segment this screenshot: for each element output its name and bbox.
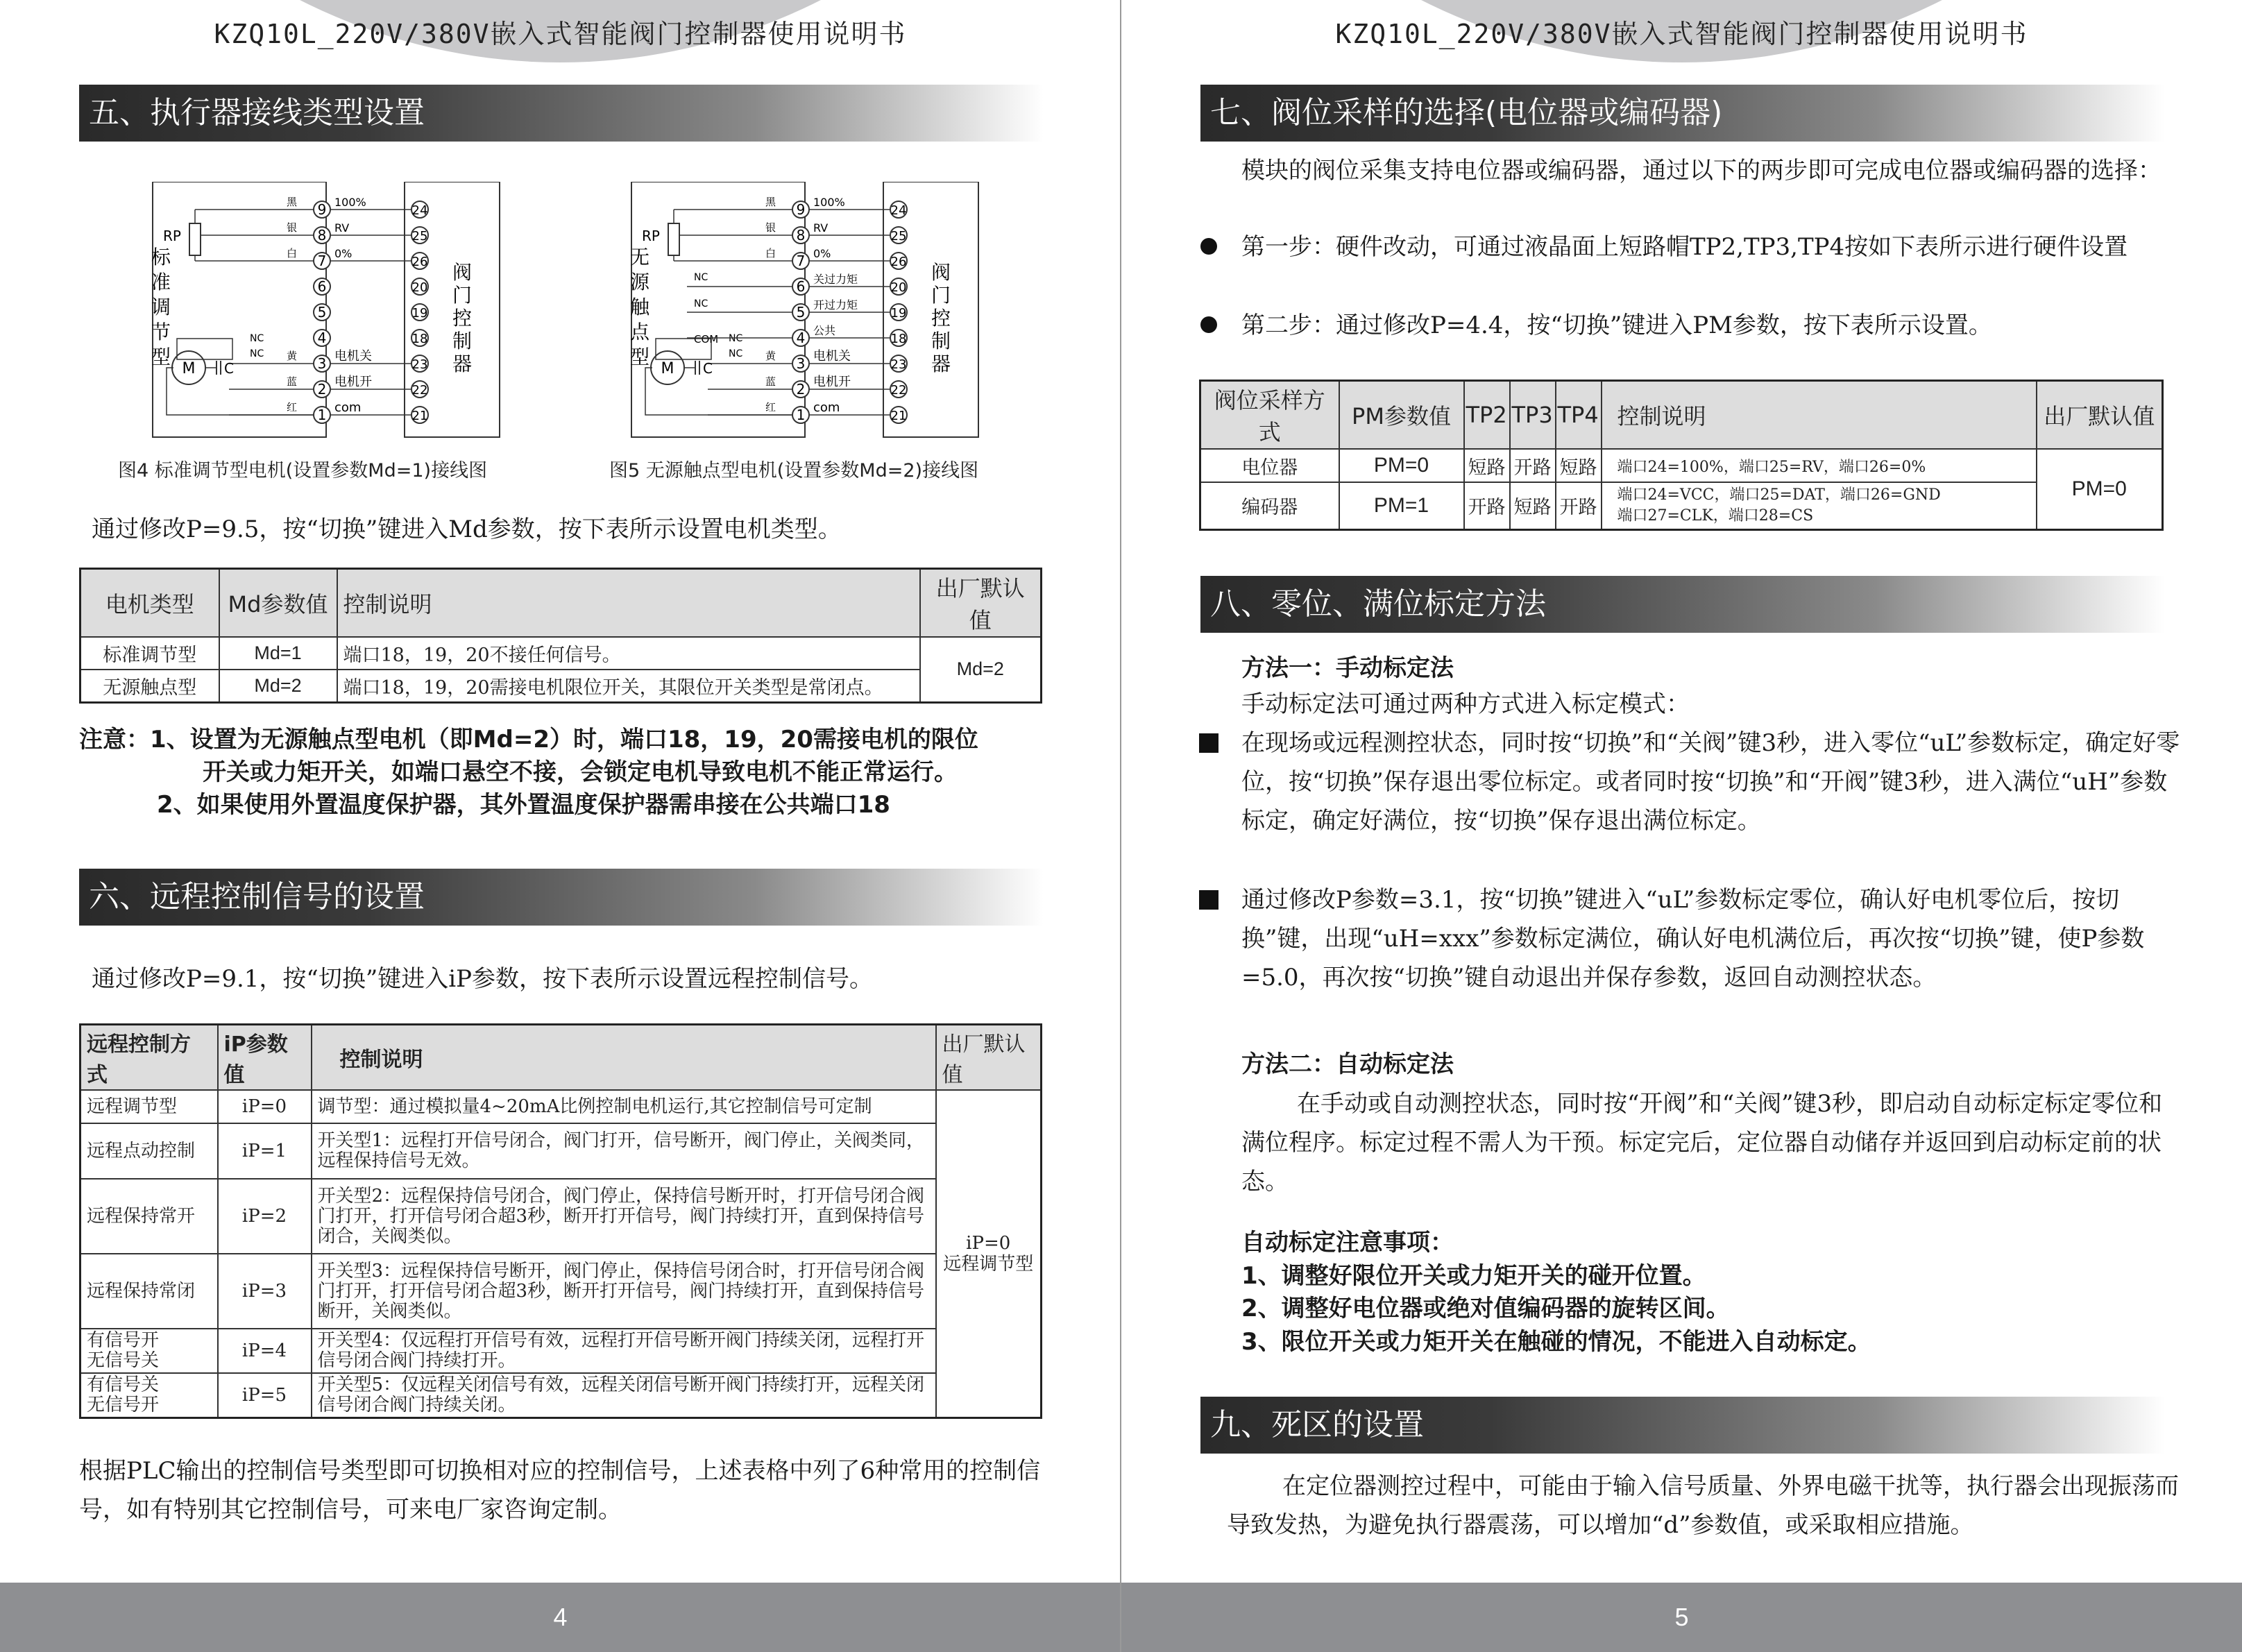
table-cell: 开关型4：仅远程打开信号有效，远程打开信号断开阀门持续关闭，远程打开信号闭合阀门持续打开。 [312,1329,936,1373]
table-cell: 短路 [1464,449,1510,482]
motor-label: M [661,360,674,377]
terminal-num: 19 [411,306,428,321]
s7-step2: 第二步：通过修改P=4.4，按“切换”键进入PM参数，按下表所示设置。 [1241,312,1992,339]
side-label-char: 节 [151,321,171,343]
terminal-num: 26 [411,255,428,269]
signal-label: 关过力矩 [813,273,858,286]
table-cell: 开路 [1464,482,1510,529]
right-page [1121,0,2242,1652]
note-2: 2、调整好电位器或绝对值编码器的旋转区间。 [1241,1295,1730,1322]
table-cell: iP=3 [218,1254,312,1329]
note-line-2: 开关或力矩开关，如端口悬空不接，会锁定电机导致电机不能正常运行。 [203,758,958,786]
table-row [80,1123,1042,1179]
terminal-num: 24 [890,203,907,218]
table-cell: 调节型：通过模拟量4~20mA比例控制电机运行,其它控制信号可定制 [312,1090,936,1123]
terminal-num: 5 [317,304,327,321]
bullet-dot [1200,238,1217,255]
terminal-num: 20 [890,280,907,295]
signal-label: 公共 [813,324,836,337]
controller-label-char: 制 [452,330,473,352]
note-line-1: 注意：1、设置为无源触点型电机（即Md=2）时，端口18，19，20需接电机的限位 [79,726,978,753]
table-cell: iP=0 [218,1090,312,1123]
terminal-num: 22 [890,383,907,398]
section-5-title: 五、执行器接线类型设置 [79,85,1044,142]
wire-color-label: 白 [286,247,297,259]
potentiometer-icon [189,223,201,255]
page-footer [0,1583,1121,1652]
wire-color-label: 黄 [286,350,297,362]
method2-text: 在手动或自动测控状态，同时按“开阀”和“关阀”键3秒，即启动自动标定标定零位和满位程序。标定过程不需人为干预。标定完后，定位器自动储存并返回到启动标定前的状态。 [1241,1090,2163,1195]
nc-label: NC [694,272,708,283]
terminal-num: 24 [411,203,428,218]
table-cell: 标准调节型 [80,637,219,670]
terminal-num: 25 [411,229,428,244]
terminal-num: 3 [317,355,327,372]
table-cell: 开关型2：远程保持信号闭合，阀门停止，保持信号断开时，打开信号闭合阀门打开，打开信号闭合超3秒，断开打开信号，阀门持续打开，直到保持信号闭合，关阀类似。 [312,1179,936,1254]
th-md: Md参数值 [219,569,337,638]
terminal-num: 22 [411,383,428,398]
page-footer [1121,1583,2242,1652]
side-label-char: 准 [151,271,171,293]
signal-label: RV [813,221,829,235]
table-cell: 远程保持常开 [80,1179,218,1254]
terminal-num: 2 [796,381,806,398]
header-title: KZQ10L_220V/380V嵌入式智能阀门控制器使用说明书 [214,19,907,49]
capacitor-label: C [703,360,713,377]
wiring-diagram-fig5 [625,182,992,438]
default-cell: PM=0 [2037,449,2163,529]
controller-label-char: 控 [931,307,951,330]
table-cell: 端口24=VCC，端口25=DAT，端口26=GND 端口27=CLK，端口28=CS [1602,482,2037,529]
controller-label-char: 阀 [452,261,473,284]
controller-label-char: 门 [931,284,951,307]
terminal-num: 23 [411,357,428,372]
page-header [0,0,1121,73]
table-cell: 有信号开 无信号关 [80,1329,218,1373]
terminal-num: 23 [890,357,907,372]
method1-bullet1: 在现场或远程测控状态，同时按“切换”和“关阀”键3秒，进入零位“uL”参数标定，确定好零位，按“切换”保存退出零位标定。或者同时按“切换”和“开阀”键3秒，进入满位“uH”参数标定，确定好满位，按“切换”保存退出满位标定。 [1241,729,2180,835]
wire-color-label: 蓝 [765,375,776,388]
table-row [80,1329,1042,1373]
table-cell: 端口18，19，20需接电机限位开关，其限位开关类型是常闭点。 [337,670,920,702]
th-default: 出厂默认值 [920,569,1042,638]
terminal-num: 8 [796,227,806,244]
th-remote-mode: 远程控制方式 [80,1025,218,1091]
table-row [80,1373,1042,1418]
th-default: 出厂默认值 [936,1025,1042,1091]
th-desc: 控制说明 [1602,381,2037,450]
table-cell: 开路 [1556,482,1602,529]
wire-color-label: 蓝 [286,375,297,388]
motor-label: M [182,360,196,377]
terminal-num: 4 [317,330,327,346]
fig4-caption: 图4 标准调节型电机(设置参数Md=1)接线图 [118,460,488,482]
table-cell: 端口24=100%，端口25=RV，端口26=0% [1602,449,2037,482]
potentiometer-icon [668,223,679,255]
terminal-num: 4 [796,330,806,346]
s9-text: 在定位器测控过程中，可能由于输入信号质量、外界电磁干扰等，执行器会出现振荡而导致发热，为避免执行器震荡，可以增加“d”参数值，或采取相应措施。 [1227,1472,2179,1539]
table-cell: iP=1 [218,1123,312,1179]
s6-outro: 根据PLC输出的控制信号类型即可切换相对应的控制信号，上述表格中列了6种常用的控制信号，如有特别其它控制信号，可来电厂家咨询定制。 [79,1457,1041,1524]
table-cell: PM=1 [1339,482,1464,529]
bullet-dot [1200,316,1217,333]
nc-label: NC [250,333,264,344]
terminal-num: 9 [796,201,806,218]
wire-color-label: 银 [765,221,776,234]
table-cell: 短路 [1556,449,1602,482]
table-row [80,1254,1042,1329]
wire-color-label: 红 [765,401,776,414]
table-cell: iP=4 [218,1329,312,1373]
controller-label-char: 控 [452,307,473,330]
motor-type-table [79,568,1042,704]
table-cell: 开关型1：远程打开信号闭合，阀门打开，信号断开，阀门停止，关阀类同，远程保持信号无效。 [312,1123,936,1179]
note-3: 3、限位开关或力矩开关在触碰的情况，不能进入自动标定。 [1241,1328,1871,1356]
bullet-square [1199,733,1218,753]
terminal-num: 19 [890,306,907,321]
nc-label: NC [729,348,743,359]
terminal-num: 18 [890,332,907,346]
side-label-char: 源 [630,271,650,293]
com-label: COM [694,333,719,346]
terminal-num: 5 [796,304,806,321]
signal-label: 0% [813,247,831,260]
fig5-caption: 图5 无源触点型电机(设置参数Md=2)接线图 [609,460,979,482]
table-cell: 短路 [1510,482,1556,529]
terminal-num: 25 [890,229,907,244]
th-sampling: 阀位采样方式 [1200,381,1339,450]
method2-title: 方法二：自动标定法 [1241,1050,1454,1078]
side-label-char: 点 [630,321,650,343]
terminal-num: 3 [796,355,806,372]
side-label-char: 标 [151,246,171,269]
side-label-char: 触 [630,296,650,318]
th-tp2: TP2 [1464,381,1510,450]
signal-label: 电机关 [334,349,372,364]
rp-label: RP [163,228,181,244]
section-7-title: 七、阀位采样的选择(电位器或编码器) [1200,85,2165,142]
wire-color-label: 黑 [286,196,297,208]
signal-label: 电机开 [813,375,851,389]
terminal-num: 6 [796,278,806,295]
wire-color-label: 黄 [765,350,776,362]
table-cell: 有信号关 无信号开 [80,1373,218,1418]
signal-label: 电机关 [813,349,851,364]
table-cell: Md=2 [219,670,337,702]
nc-label: NC [694,298,708,309]
default-cell: iP=0 远程调节型 [936,1090,1042,1418]
side-label-char: 型 [151,346,171,368]
position-sampling-table [1199,380,2164,531]
terminal-num: 9 [317,201,327,218]
bullet-square [1199,890,1218,910]
table-cell: iP=5 [218,1373,312,1418]
table-cell: 远程保持常闭 [80,1254,218,1329]
terminal-num: 1 [796,407,806,423]
side-label-char: 型 [630,346,650,368]
table-cell: 开关型5：仅远程关闭信号有效，远程关闭信号断开阀门持续打开，远程关闭信号闭合阀门持续关闭。 [312,1373,936,1418]
table-cell: 开关型3：远程保持信号断开，阀门停止，保持信号闭合时，打开信号闭合阀门打开，打开信号闭合超3秒，断开打开信号，阀门持续打开，直到保持信号断开，关阀类似。 [312,1254,936,1329]
terminal-num: 26 [890,255,907,269]
signal-label: 100% [813,196,845,209]
note-1: 1、调整好限位开关或力矩开关的碰开位置。 [1241,1262,1706,1290]
rp-label: RP [642,228,660,244]
s6-intro: 通过修改P=9.1，按“切换”键进入iP参数，按下表所示设置远程控制信号。 [92,965,873,993]
s7-p1: 模块的阀位采集支持电位器或编码器，通过以下的两步即可完成电位器或编码器的选择： [1241,157,2162,185]
table-cell: PM=0 [1339,449,1464,482]
terminal-num: 6 [317,278,327,295]
terminal-num: 7 [796,253,806,269]
section-8-title: 八、零位、满位标定方法 [1200,576,2165,633]
terminal-num: 1 [317,407,327,423]
table-cell: iP=2 [218,1179,312,1254]
terminal-num: 20 [411,280,428,295]
page-number: 4 [553,1603,568,1631]
terminal-num: 8 [317,227,327,244]
table-cell: 编码器 [1200,482,1339,529]
wire-color-label: 银 [286,221,297,234]
page-number: 5 [1674,1603,1689,1631]
wiring-diagram-fig4 [146,182,513,438]
signal-label: 0% [334,247,353,260]
table-cell: 远程调节型 [80,1090,218,1123]
wire-color-label: 黑 [765,196,776,208]
terminal-num: 7 [317,253,327,269]
table-row [80,1179,1042,1254]
table-cell: 远程点动控制 [80,1123,218,1179]
default-cell: Md=2 [920,637,1042,702]
controller-label-char: 阀 [931,261,951,284]
remote-control-table [79,1023,1042,1419]
page-header [1121,0,2242,73]
method1-intro: 手动标定法可通过两种方式进入标定模式： [1241,690,1690,718]
signal-label: 开过力矩 [813,298,858,312]
th-desc: 控制说明 [312,1025,936,1091]
wire-color-label: 红 [286,401,297,414]
terminal-num: 2 [317,381,327,398]
terminal-num: 21 [411,409,428,423]
table-cell: 无源触点型 [80,670,219,702]
controller-label-char: 器 [452,352,473,375]
s5-intro: 通过修改P=9.5，按“切换”键进入Md参数，按下表所示设置电机类型。 [92,516,842,543]
table-cell: 电位器 [1200,449,1339,482]
controller-label-char: 门 [452,284,473,307]
section-9-title: 九、死区的设置 [1200,1397,2165,1454]
terminal-num: 18 [411,332,428,346]
th-tp4: TP4 [1556,381,1602,450]
th-pm: PM参数值 [1339,381,1464,450]
terminal-num: 21 [890,409,907,423]
header-title: KZQ10L_220V/380V嵌入式智能阀门控制器使用说明书 [1335,19,2028,49]
wire-color-label: 白 [765,247,776,259]
signal-label: RV [334,221,350,235]
method1-title: 方法一：手动标定法 [1241,654,1454,682]
signal-label: 100% [334,196,366,209]
th-motor-type: 电机类型 [80,569,219,638]
capacitor-label: C [224,360,234,377]
controller-label-char: 器 [931,352,951,375]
s7-step1: 第一步：硬件改动，可通过液晶面上短路帽TP2,TP3,TP4按如下表所示进行硬件设置 [1241,233,2128,261]
th-tp3: TP3 [1510,381,1556,450]
method1-bullet2: 通过修改P参数=3.1，按“切换”键进入“uL”参数标定零位，确认好电机零位后，按切换”键，出现“uH=xxx”参数标定满位，确认好电机满位后，再次按“切换”键，使P参数=5.0，再次按“切换”键自动退出并保存参数，返回自动测控状态。 [1241,886,2145,991]
side-label-char: 无 [630,246,650,269]
table-cell: Md=1 [219,637,337,670]
th-ip: iP参数值 [218,1025,312,1091]
signal-label: 电机开 [334,375,372,389]
table-cell: 开路 [1510,449,1556,482]
th-default: 出厂默认值 [2037,381,2163,450]
controller-label-char: 制 [931,330,951,352]
signal-label: com [334,400,362,415]
notes-title: 自动标定注意事项： [1241,1229,1454,1257]
signal-label: com [813,400,840,415]
side-label-char: 调 [151,296,171,318]
section-6-title: 六、远程控制信号的设置 [79,869,1044,926]
table-cell: 端口18，19，20不接任何信号。 [337,637,920,670]
table-row [80,1090,1042,1123]
nc-label: NC [729,333,743,344]
note-line-3: 2、如果使用外置温度保护器，其外置温度保护器需串接在公共端口18 [157,791,890,819]
th-desc: 控制说明 [337,569,920,638]
nc-label: NC [250,348,264,359]
